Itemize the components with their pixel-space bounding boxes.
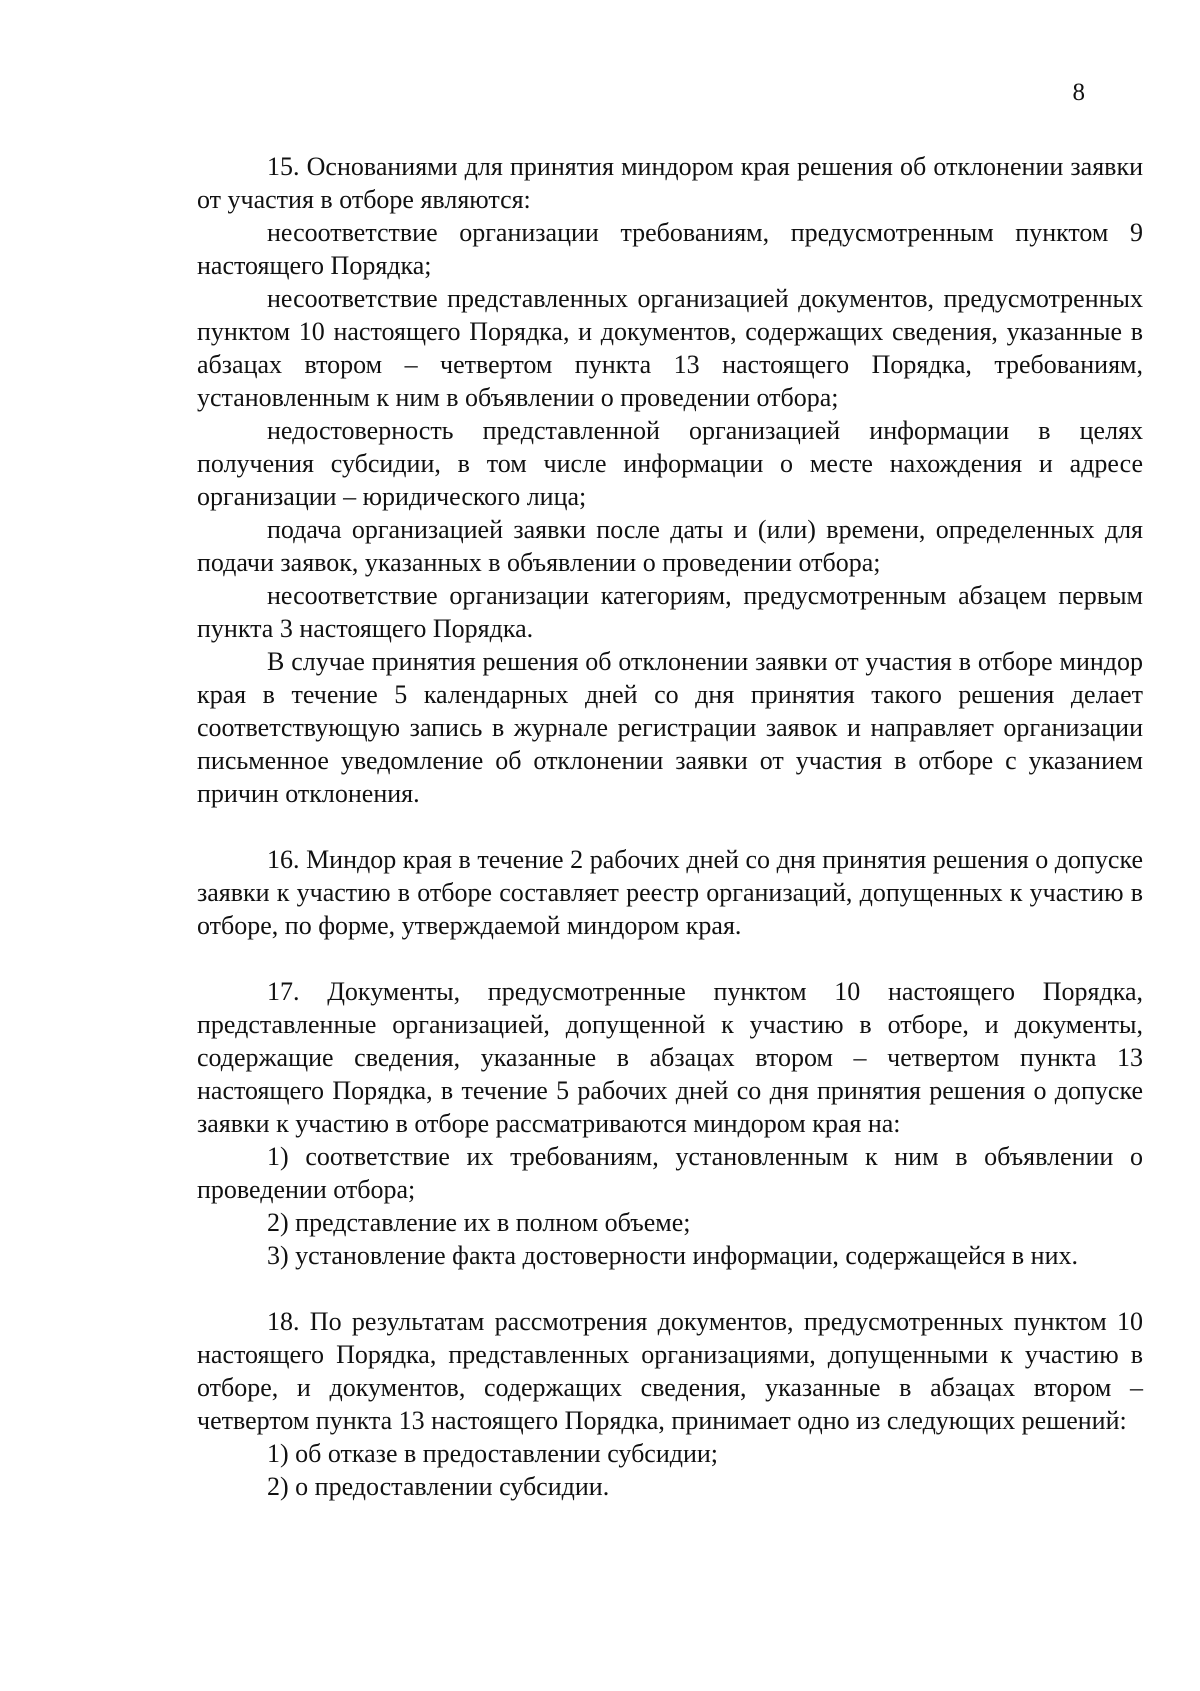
section-15 xyxy=(197,150,1143,810)
paragraph: 15. Основаниями для принятия миндором края решения об отклонении заявки от участия в отборе являются: xyxy=(197,152,1143,214)
paragraph: В случае принятия решения об отклонении заявки от участия в отборе миндор края в течение 5 календарных дней со дня принятия такого решения делает соответствующую запись в журнале регистрации заявок и направляет организации письменное уведомление об отклонении заявки от участия в отборе с указанием причин отклонения. xyxy=(197,647,1143,808)
paragraph: 16. Миндор края в течение 2 рабочих дней со дня принятия решения о допуске заявки к участию в отборе составляет реестр организаций, допущенных к участию в отборе, по форме, утверждаемой миндором края. xyxy=(197,845,1143,940)
section-17 xyxy=(197,975,1143,1272)
list-item: 2) о предоставлении субсидии. xyxy=(267,1472,610,1501)
section-18 xyxy=(197,1305,1143,1503)
page-number: 8 xyxy=(1072,79,1085,106)
paragraph: несоответствие организации категориям, предусмотренным абзацем первым пункта 3 настоящего Порядка. xyxy=(197,581,1143,643)
document-body xyxy=(197,150,1143,1503)
paragraph: несоответствие представленных организацией документов, предусмотренных пунктом 10 настоящего Порядка, и документов, содержащих сведения, указанные в абзацах втором – четвертом пункта 13 настоящего Порядка, требованиям, установленным к ним в объявлении о проведении отбора; xyxy=(197,284,1143,412)
list-item: 1) соответствие их требованиям, установленным к ним в объявлении о проведении отбора; xyxy=(197,1142,1143,1204)
paragraph: 18. По результатам рассмотрения документов, предусмотренных пунктом 10 настоящего Порядка, представленных организациями, допущенными к участию в отборе, и документов, содержащих сведения, указанные в абзацах втором – четвертом пункта 13 настоящего Порядка, принимает одно из следующих решений: xyxy=(197,1307,1143,1435)
paragraph: подача организацией заявки после даты и (или) времени, определенных для подачи заявок, указанных в объявлении о проведении отбора; xyxy=(197,515,1143,577)
paragraph: недостоверность представленной организацией информации в целях получения субсидии, в том числе информации о месте нахождения и адресе организации – юридического лица; xyxy=(197,416,1143,511)
section-16 xyxy=(197,843,1143,942)
paragraph: несоответствие организации требованиям, предусмотренным пунктом 9 настоящего Порядка; xyxy=(197,218,1143,280)
paragraph: 17. Документы, предусмотренные пунктом 10 настоящего Порядка, представленные организацией, допущенной к участию в отборе, и документы, содержащие сведения, указанные в абзацах втором – четвертом пункта 13 настоящего Порядка, в течение 5 рабочих дней со дня принятия решения о допуске заявки к участию в отборе рассматриваются миндором края на: xyxy=(197,977,1143,1138)
list-item: 2) представление их в полном объеме; xyxy=(267,1208,691,1237)
list-item: 1) об отказе в предоставлении субсидии; xyxy=(267,1439,719,1468)
list-item: 3) установление факта достоверности информации, содержащейся в них. xyxy=(267,1241,1079,1270)
